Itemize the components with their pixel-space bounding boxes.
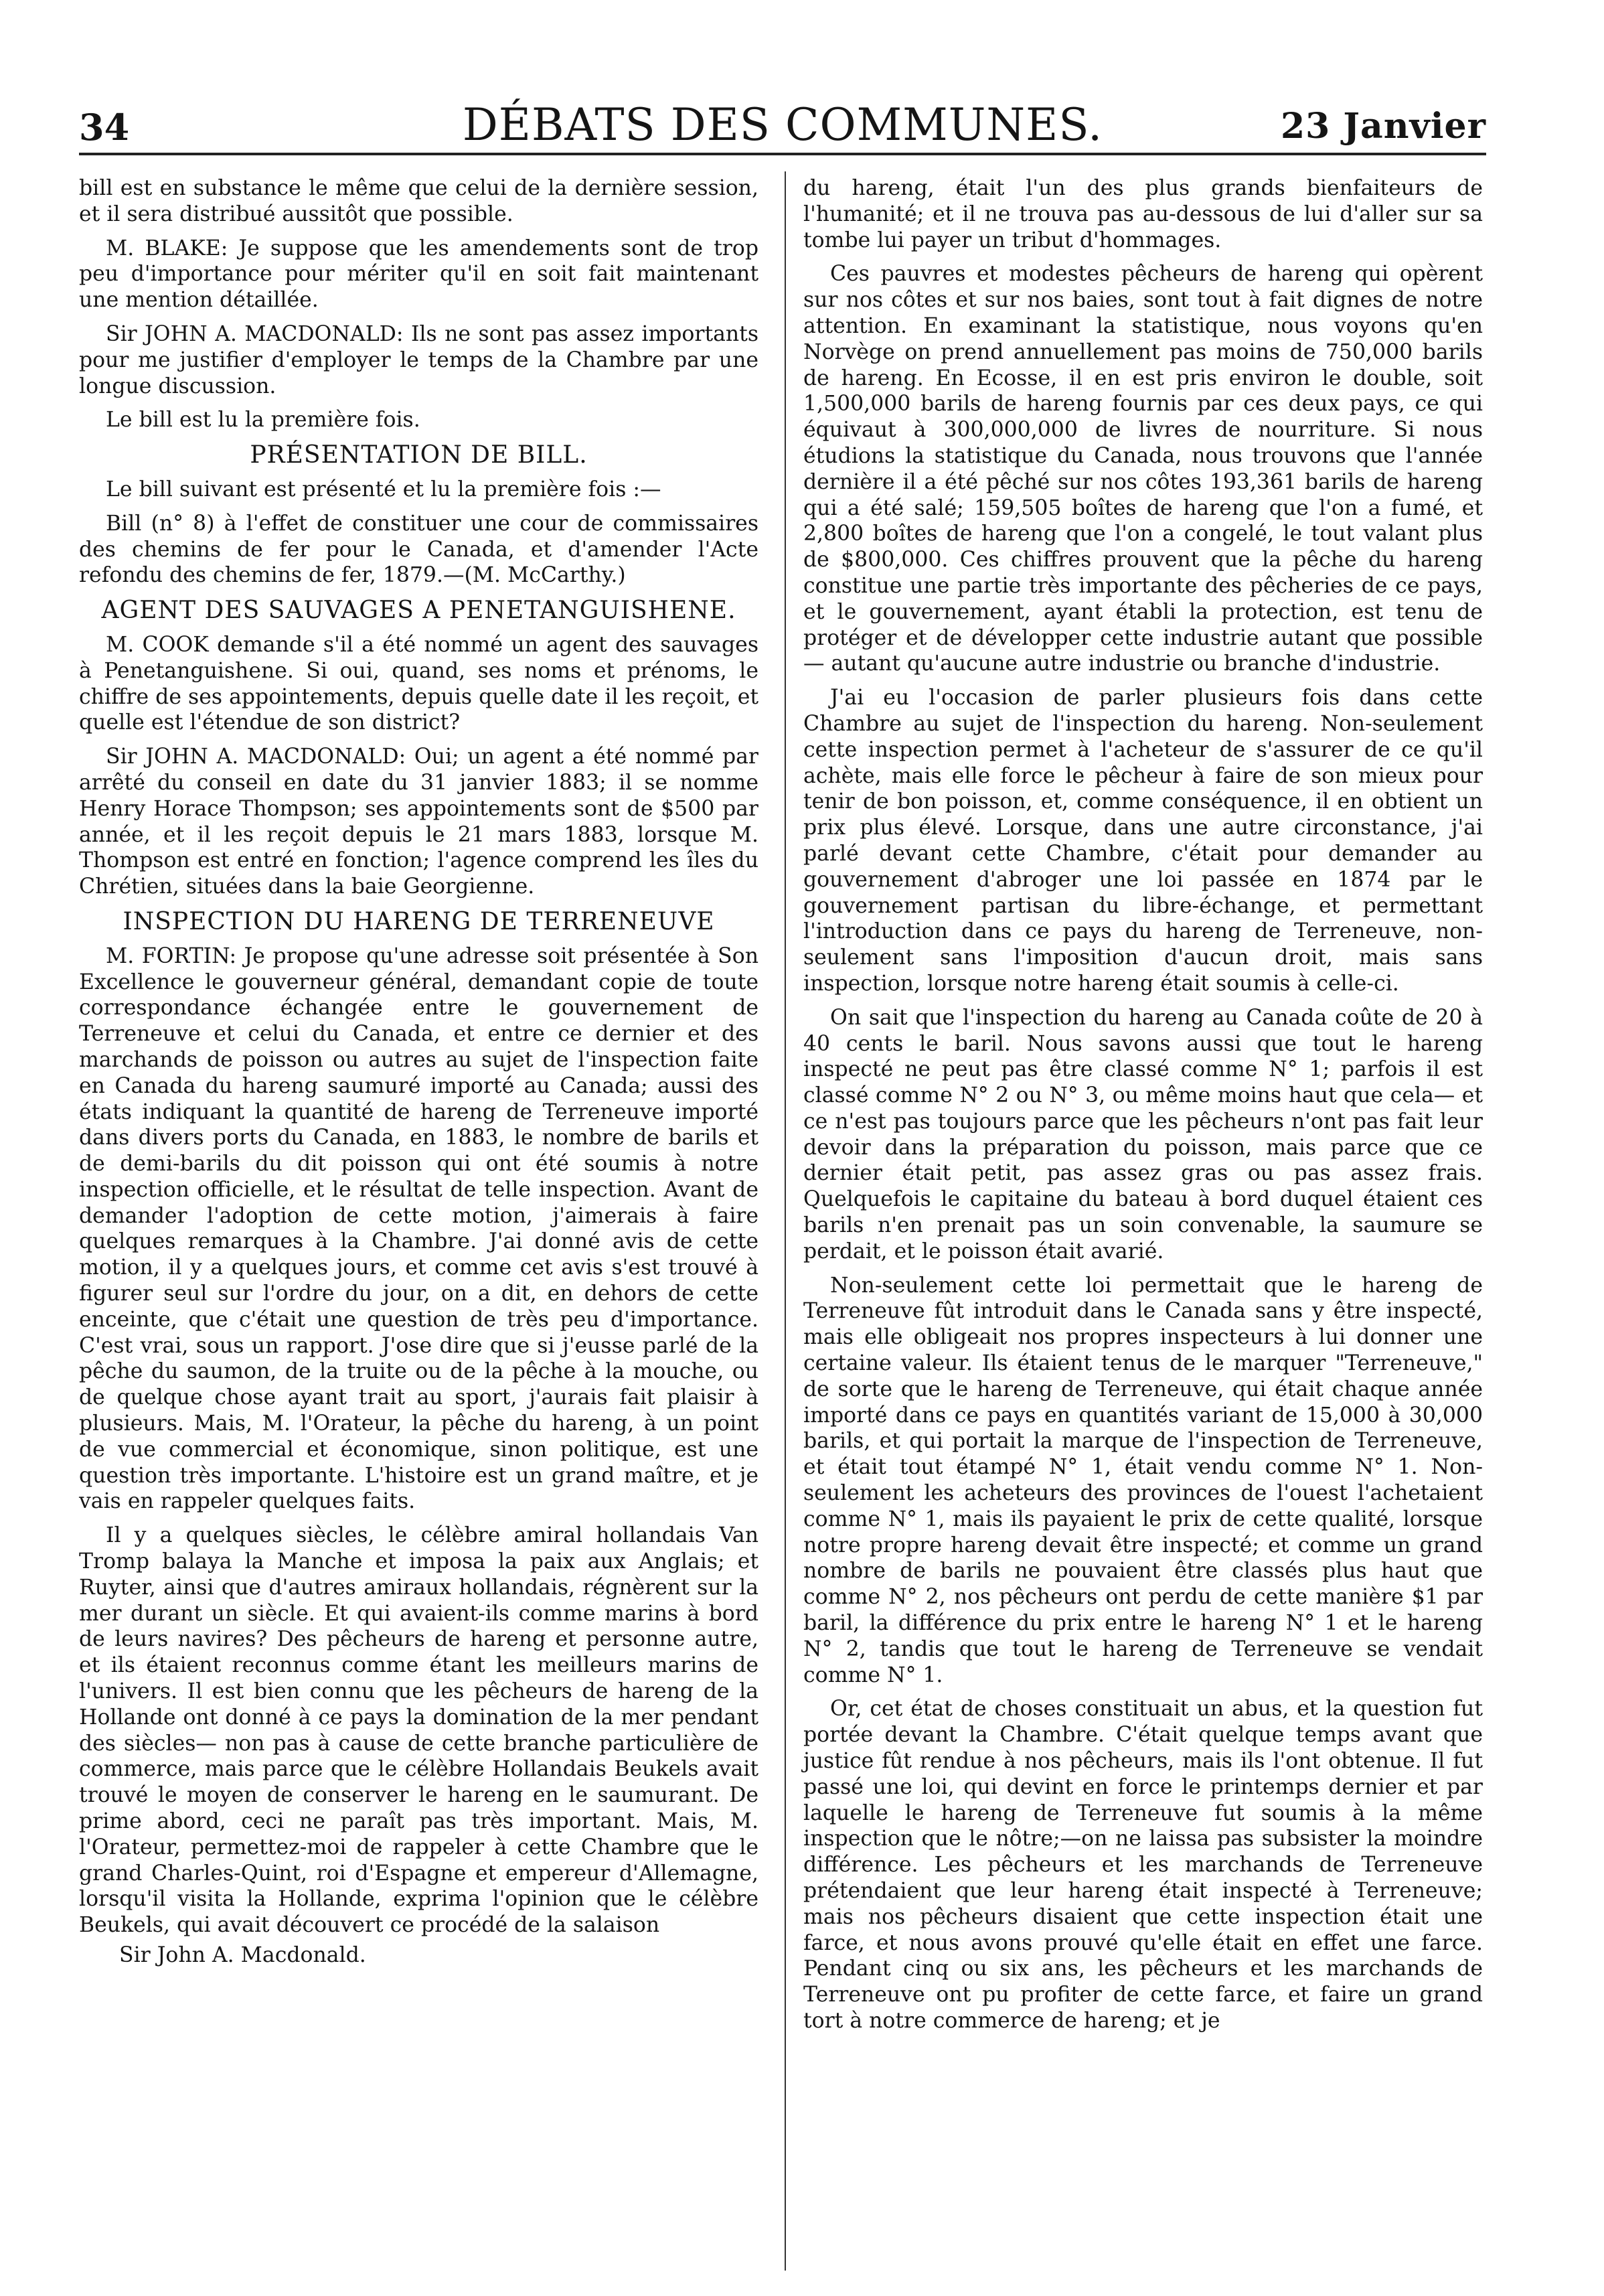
- page-number: 34: [79, 106, 130, 149]
- paragraph: Il y a quelques siècles, le célèbre amiral hollandais Van Tromp balaya la Manche et imposa la paix aux Anglais; et Ruyter, ainsi que d'autres amiraux hollandais, régnèrent sur la mer durant un siècle. Et qui avaient-ils comme marins à bord de leurs navires? Des pêcheurs de hareng et personne autre, et ils étaient reconnus comme étant les meilleurs marins de l'univers. Il est bien connu que les pêcheurs de hareng de la Hollande ont donné à ce pays la domination de la mer pendant des siècles— non pas à cause de cette branche particulière de commerce, mais parce que le célèbre Hollandais Beukels avait trouvé le moyen de conserver le hareng en le saumurant. De prime abord, ceci ne paraît pas très important. Mais, M. l'Orateur, permettez-moi de rappeler à cette Chambre que le grand Charles-Quint, roi d'Espagne et empereur d'Allemagne, lorsqu'il visita la Hollande, exprima l'opinion que le célèbre Beukels, qui avait découvert ce procédé de la salaison: [79, 1523, 758, 1938]
- paragraph: On sait que l'inspection du hareng au Canada coûte de 20 à 40 cents le baril. Nous savons aussi que tout le hareng inspecté ne peut pas être classé comme N° 1; parfois il est classé comme N° 2 ou N° 3, ou même moins haut que cela— et ce n'est pas toujours parce que les pêcheurs n'ont pas fait leur devoir dans la préparation du poisson, mais parce que ce dernier était petit, pas assez gras ou pas assez frais. Quelquefois le capitaine du bateau à bord duquel étaient ces barils n'en prenait pas un soin convenable, la saumure se perdait, et le poisson était avarié.: [803, 1005, 1483, 1264]
- paragraph: bill est en substance le même que celui de la dernière session, et il sera distribué aussitôt que possible.: [79, 176, 758, 226]
- page-header: [79, 79, 1486, 153]
- page-date: 23 Janvier: [1280, 106, 1486, 147]
- paragraph: Non-seulement cette loi permettait que le hareng de Terreneuve fût introduit dans le Canada sans y être inspecté, mais elle obligeait nos propres inspecteurs à lui donner une certaine valeur. Ils étaient tenus de le marquer "Terreneuve," de sorte que le hareng de Terreneuve, qui était chaque année importé dans ce pays en quantités variant de 15,000 à 30,000 barils, et qui portait la marque de l'inspection de Terreneuve, et était tout étampé N° 1, était vendu comme N° 1. Non-seulement les acheteurs des provinces de l'ouest l'achetaient comme N° 1, mais ils payaient le prix de cette qualité, lorsque notre propre hareng devait être inspecté; et comme un grand nombre de barils ne pouvaient être classés plus haut que comme N° 2, nos pêcheurs ont perdu de cette manière $1 par baril, la différence du prix entre le hareng N° 1 et le hareng N° 2, tandis que tout le hareng de Terreneuve se vendait comme N° 1.: [803, 1273, 1483, 1687]
- header-rule: [79, 153, 1486, 155]
- left-column: [79, 175, 758, 1977]
- column-divider: [785, 171, 786, 2271]
- paragraph: Sir JOHN A. MACDONALD: Ils ne sont pas assez importants pour me justifier d'employer le temps de la Chambre par une longue discussion.: [79, 321, 758, 398]
- paragraph: M. COOK demande s'il a été nommé un agent des sauvages à Penetanguishene. Si oui, quand, ses noms et prénoms, le chiffre de ses appointements, depuis quelle date il les reçoit, et quelle est l'étendue de son district?: [79, 632, 758, 735]
- paragraph: M. FORTIN: Je propose qu'une adresse soit présentée à Son Excellence le gouverneur général, demandant copie de toute correspondance échangée entre le gouvernement de Terreneuve et celui du Canada, et entre ce dernier et des marchands de poisson ou autres au sujet de l'inspection faite en Canada du hareng saumuré importé au Canada; aussi des états indiquant la quantité de hareng de Terreneuve importé dans divers ports du Canada, en 1883, le nombre de barils et de demi-barils du dit poisson qui ont été soumis à notre inspection officielle, et le résultat de telle inspection. Avant de demander l'adoption de cette motion, j'aimerais à faire quelques remarques à la Chambre. J'ai donné avis de cette motion, il y a quelques jours, et comme cet avis s'est trouvé à figurer seul sur l'ordre du jour, on a dit, en dehors de cette enceinte, que c'était une question de très peu d'importance. C'est vrai, sous un rapport. J'ose dire que si j'eusse parlé de la pêche du saumon, de la truite ou de la pêche à la mouche, ou de quelque chose ayant trait au sport, j'aurais fait plaisir à plusieurs. Mais, M. l'Orateur, la pêche du hareng, à un point de vue commercial et économique, sinon politique, est une question très importante. L'histoire est un grand maître, et je vais en rappeler quelques faits.: [79, 943, 758, 1514]
- paragraph: Bill (n° 8) à l'effet de constituer une cour de commissaires des chemins de fer pour le Canada, et d'amender l'Acte refondu des chemins de fer, 1879.—(M. McCarthy.): [79, 511, 758, 588]
- paragraph: J'ai eu l'occasion de parler plusieurs fois dans cette Chambre au sujet de l'inspection du hareng. Non-seulement cette inspection permet à l'acheteur de s'assurer de ce qu'il achète, mais elle force le pêcheur à faire de son mieux pour tenir de bon poisson, et, comme conséquence, il en obtient un prix plus élevé. Lorsque, dans une autre circonstance, j'ai parlé devant cette Chambre, c'était pour demander au gouvernement d'abroger une loi passée en 1874 par le gouvernement partisan du libre-échange, et permettant l'introduction dans ce pays du hareng de Terreneuve, non-seulement sans l'imposition d'aucun droit, mais sans inspection, lorsque notre hareng était soumis à celle-ci.: [803, 686, 1483, 996]
- section-heading: PRÉSENTATION DE BILL.: [250, 441, 588, 469]
- right-column: [803, 175, 1483, 2042]
- paragraph: Or, cet état de choses constituait un abus, et la question fut portée devant la Chambre. C'était quelque temps avant que justice fût rendue à nos pêcheurs, mais ils l'ont obtenue. Il fut passé une loi, qui devint en force le printemps dernier et par laquelle le hareng de Terreneuve fut soumis à la même inspection que le nôtre;—on ne laissa pas subsister la moindre différence. Les pêcheurs et les marchands de Terreneuve prétendaient que leur hareng était inspecté à Terreneuve; mais nos pêcheurs disaient que cette inspection était une farce, et nous avons prouvé qu'elle était en effet une farce. Pendant cinq ou six ans, les pêcheurs et les marchands de Terreneuve ont pu profiter de cette farce, et faire un grand tort à notre commerce de hareng; et je: [803, 1697, 1483, 2033]
- section-heading: INSPECTION DU HARENG DE TERRENEUVE: [123, 907, 715, 935]
- paragraph: Sir JOHN A. MACDONALD: Oui; un agent a été nommé par arrêté du conseil en date du 31 janvier 1883; il se nomme Henry Horace Thompson; ses appointements sont de $500 par année, et il les reçoit depuis le 21 mars 1883, lorsque M. Thompson est entré en fonction; l'agence comprend les îles du Chrétien, situées dans la baie Georgienne.: [79, 745, 758, 899]
- paragraph: M. BLAKE: Je suppose que les amendements sont de trop peu d'importance pour mériter qu'il en soit fait maintenant une mention détaillée.: [79, 236, 758, 313]
- paragraph: Le bill suivant est présenté et lu la première fois :—: [106, 477, 661, 502]
- section-heading: AGENT DES SAUVAGES A PENETANGUISHENE.: [101, 597, 736, 625]
- paragraph: Le bill est lu la première fois.: [106, 408, 420, 433]
- journal-title: DÉBATS DES COMMUNES.: [462, 99, 1103, 151]
- paragraph: du hareng, était l'un des plus grands bienfaiteurs de l'humanité; et il ne trouva pas au-dessous de lui d'aller sur sa tombe lui payer un tribut d'hommages.: [803, 176, 1483, 252]
- paragraph: Ces pauvres et modestes pêcheurs de hareng qui opèrent sur nos côtes et sur nos baies, sont tout à fait dignes de notre attention. En examinant la statistique, nous voyons qu'en Norvège on prend annuellement pas moins de 750,000 barils de hareng. En Ecosse, il en est pris environ le double, soit 1,500,000 barils de hareng fournis par ces deux pays, ce qui équivaut à 300,000,000 de livres de nourriture. Si nous étudions la statistique du Canada, nous trouvons que l'année dernière il a été pêché sur nos côtes 193,361 barils de hareng qui a été salé; 159,505 boîtes de hareng que l'on a fumé, et 2,800 boîtes de hareng que l'on a congelé, le tout valant plus de $800,000. Ces chiffres prouvent que la pêche du hareng constitue une partie très importante des pêcheries de ce pays, et le gouvernement, ayant établi la protection, est tenu de protéger et de développer cette industrie autant que possible— autant qu'aucune autre industrie ou branche d'industrie.: [803, 262, 1483, 676]
- speaker-signature: Sir John A. Macdonald.: [119, 1943, 366, 1967]
